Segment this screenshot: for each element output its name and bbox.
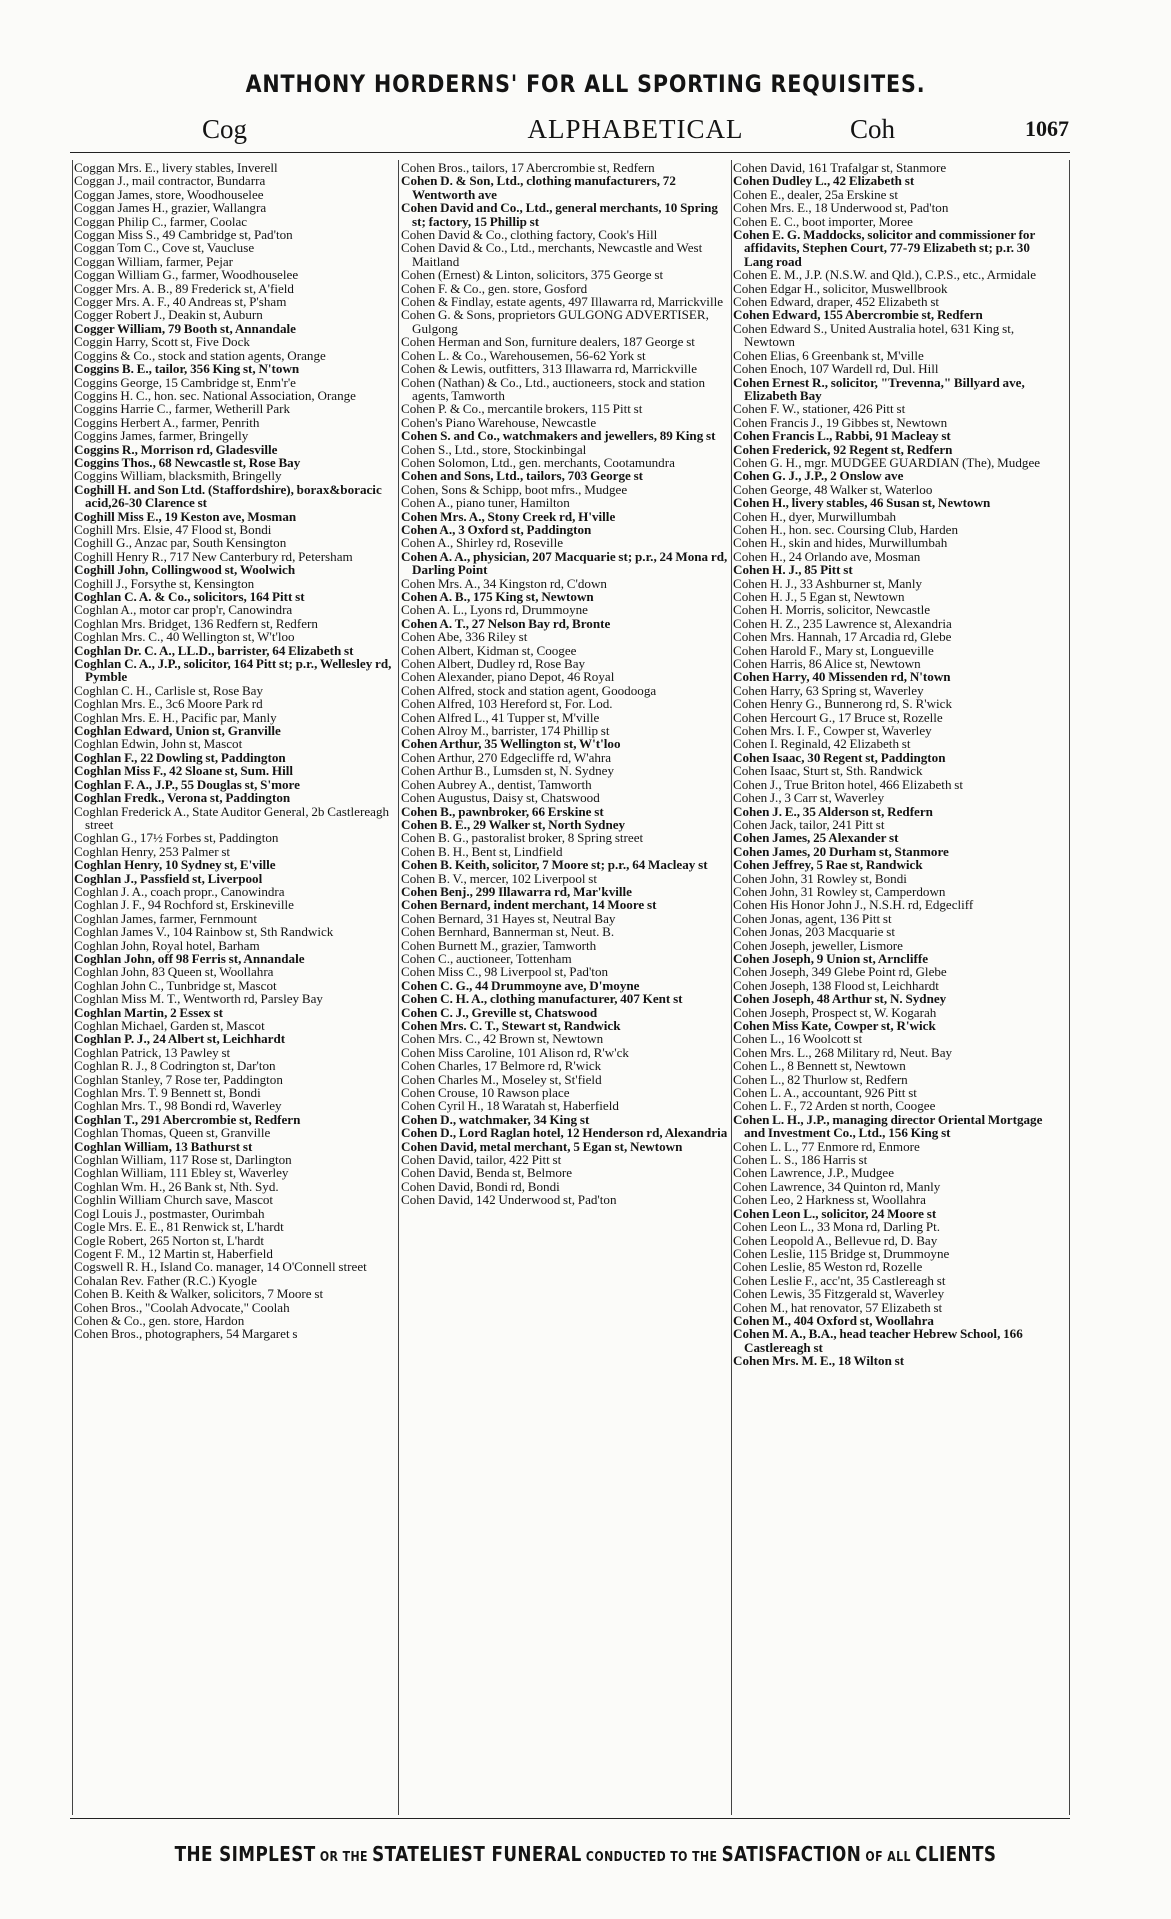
directory-entry: Coghlan F. A., J.P., 55 Douglas st, S'more xyxy=(74,776,300,792)
directory-entry: Cohen James, 25 Alexander st xyxy=(733,830,899,846)
directory-entry: Cohen C. H. A., clothing manufacturer, 407 Kent st xyxy=(401,991,683,1007)
directory-entry: Cohen A. T., 27 Nelson Bay rd, Bronte xyxy=(401,615,611,631)
directory-entry: Cohen Edward, 155 Abercrombie st, Redfern xyxy=(733,307,983,323)
directory-entry: Cohen Elias, 6 Greenbank st, M'ville xyxy=(733,347,924,363)
directory-entry: Coghill Miss E., 19 Keston ave, Mosman xyxy=(74,508,297,524)
directory-entry: Cohen Alroy M., barrister, 174 Phillip st xyxy=(401,723,610,739)
directory-column-3 xyxy=(733,161,1058,1816)
directory-entry: Cohen Arthur, 270 Edgecliffe rd, W'ahra xyxy=(401,749,612,765)
directory-entry: Coghlan Mrs. T., 98 Bondi rd, Waverley xyxy=(74,1098,282,1114)
directory-entry: Cohen B. Keith & Walker, solicitors, 7 Moore st xyxy=(74,1286,324,1302)
directory-entry: Coghlan C. H., Carlisle st, Rose Bay xyxy=(74,682,264,698)
header-range-start: Cog xyxy=(202,114,248,144)
directory-entry: Cogger William, 79 Booth st, Annandale xyxy=(74,320,296,336)
directory-entry: Coghlan Mrs. E. H., Pacific par, Manly xyxy=(74,709,277,725)
directory-entry: Cohen Joseph, 138 Flood st, Leichhardt xyxy=(733,977,939,993)
directory-entry: Coghlan Fredk., Verona st, Paddington xyxy=(74,790,291,806)
directory-entry: Coghlan Miss M. T., Wentworth rd, Parsley Bay xyxy=(74,991,323,1007)
directory-entry: Cohen L., 16 Woolcott st xyxy=(733,1031,863,1047)
page-header xyxy=(202,114,1069,148)
header-range-end: Coh xyxy=(850,114,896,144)
column-divider-2 xyxy=(731,160,732,1815)
directory-entry: Cohen David, metal merchant, 5 Egan st, Newtown xyxy=(401,1138,683,1154)
directory-entry: Cohen M., hat renovator, 57 Elizabeth st xyxy=(733,1299,943,1315)
directory-entry: Cohen E., dealer, 25a Erskine st xyxy=(733,186,898,202)
directory-entry: Coghill G., Anzac par, South Kensington xyxy=(74,535,287,551)
directory-entry: Cogger Mrs. A. F., 40 Andreas st, P'sham xyxy=(74,294,287,310)
directory-entry: Cohen D., watchmaker, 34 King st xyxy=(401,1111,590,1127)
directory-entry: Cohen & Co., gen. store, Hardon xyxy=(74,1312,245,1328)
directory-entry: Cohen B. Keith, solicitor, 7 Moore st; p.r., 64 Macleay st xyxy=(401,857,708,873)
directory-entry: Cohen Mrs. Hannah, 17 Arcadia rd, Glebe xyxy=(733,629,952,645)
directory-entry: Coghlan Frederick A., State Auditor General, 2b Castlereagh street xyxy=(74,803,390,832)
directory-entry: Cohen Leon L., 33 Mona rd, Darling Pt. xyxy=(733,1219,941,1235)
directory-entry: Cohen Joseph, jeweller, Lismore xyxy=(733,937,903,953)
directory-entry: Coggan Mrs. E., livery stables, Inverell xyxy=(74,161,278,175)
directory-entry: Cohen David and Co., Ltd., general merchants, 10 Spring st; factory, 15 Phillip st xyxy=(401,200,718,229)
directory-entry: Cohen Edward, draper, 452 Elizabeth st xyxy=(733,294,940,310)
directory-entry: Cohen Edward S., United Australia hotel, 631 King st, Newtown xyxy=(733,320,1015,350)
directory-entry: Cohen Crouse, 10 Rawson place xyxy=(401,1085,570,1101)
directory-entry: Cohen S. and Co., watchmakers and jewellers, 89 King st xyxy=(401,428,716,444)
directory-entry: Cohen Harry, 63 Spring st, Waverley xyxy=(733,682,924,698)
directory-entry: Coggins & Co., stock and station agents, Orange xyxy=(74,347,326,363)
directory-entry: Coghlan Mrs. T. 9 Bennett st, Bondi xyxy=(74,1085,261,1101)
directory-entry: Coggan James, store, Woodhouselee xyxy=(74,186,264,202)
directory-entry: Cohen H. Morris, solicitor, Newcastle xyxy=(733,602,931,618)
directory-entry: Coghlan F., 22 Dowling st, Paddington xyxy=(74,749,286,765)
directory-entry: Cohen (Nathan) & Co., Ltd., auctioneers, stock and station agents, Tamworth xyxy=(401,374,705,403)
directory-entry: Cohen A. A., physician, 207 Macquarie st; p.r., 24 Mona rd, Darling Point xyxy=(401,548,728,578)
directory-entry: Cohen A., 3 Oxford st, Paddington xyxy=(401,521,592,537)
directory-entry: Cogent F. M., 12 Martin st, Haberfield xyxy=(74,1245,273,1261)
directory-entry: Cohen H. J., 33 Ashburner st, Manly xyxy=(733,575,923,591)
directory-column-2 xyxy=(401,161,730,1816)
directory-entry: Cogger Robert J., Deakin st, Auburn xyxy=(74,307,263,323)
directory-entry: Coghlan Mrs. C., 40 Wellington st, W't'loo xyxy=(74,629,295,645)
directory-entry: Cohen Leslie, 85 Weston rd, Rozelle xyxy=(733,1259,923,1275)
directory-entry: Cohen David, tailor, 422 Pitt st xyxy=(401,1152,562,1168)
directory-entry: Cohen's Piano Warehouse, Newcastle xyxy=(401,414,597,430)
directory-entry: Cohen H. J., 5 Egan st, Newtown xyxy=(733,589,905,604)
directory-entry: Cohen Harry, 40 Missenden rd, N'town xyxy=(733,669,951,685)
directory-entry: Coghill J., Forsythe st, Kensington xyxy=(74,575,255,591)
directory-entry: Cohen L., 8 Bennett st, Newtown xyxy=(733,1058,906,1074)
directory-entry: Cohen B., pawnbroker, 66 Erskine st xyxy=(401,803,604,819)
directory-entry: Coghlan J. A., coach propr., Canowindra xyxy=(74,883,285,899)
directory-entry: Coghlan Henry, 253 Palmer st xyxy=(74,843,231,859)
directory-entry: Cohen Hercourt G., 17 Bruce st, Rozelle xyxy=(733,709,943,725)
header-title: ALPHABETICAL xyxy=(527,114,744,144)
directory-entry: Cohen James, 20 Durham st, Stanmore xyxy=(733,843,949,859)
banner-text-segment: SIMPLEST xyxy=(219,1842,316,1866)
directory-entry: Cogswell R. H., Island Co. manager, 14 O'Connell street xyxy=(74,1259,367,1275)
header-rule xyxy=(70,152,1070,153)
directory-entry: Cohen Miss C., 98 Liverpool st, Pad'ton xyxy=(401,964,609,980)
directory-entry: Coggins Harrie C., farmer, Wetherill Park xyxy=(74,401,291,417)
directory-entry: Cohen David, Bondi rd, Bondi xyxy=(401,1178,560,1194)
directory-entry: Cohen Lewis, 35 Fitzgerald st, Waverley xyxy=(733,1286,945,1302)
directory-entry: Cohen Herman and Son, furniture dealers, 187 George st xyxy=(401,334,695,350)
directory-entry: Cohen Bros., tailors, 17 Abercrombie st, Redfern xyxy=(401,161,655,175)
directory-entry: Coghill John, Collingwood st, Woolwich xyxy=(74,562,296,578)
banner-text-segment: CONDUCTED TO THE xyxy=(581,1850,722,1865)
directory-entry: Coghlan J. F., 94 Rochford st, Erskineville xyxy=(74,897,294,913)
directory-entry: Cohen Alexander, piano Depot, 46 Royal xyxy=(401,669,615,685)
directory-entry: Coggan James H., grazier, Wallangra xyxy=(74,200,267,216)
directory-entry: Cohen Alfred, stock and station agent, Goodooga xyxy=(401,682,657,698)
directory-entry: Cohen B. V., mercer, 102 Liverpool st xyxy=(401,870,598,886)
directory-entry: Cohen Jonas, 203 Macquarie st xyxy=(733,924,896,940)
directory-entry: Cohen M. A., B.A., head teacher Hebrew School, 166 Castlereagh st xyxy=(733,1326,1023,1355)
directory-entry: Coghlan Dr. C. A., LL.D., barrister, 64 Elizabeth st xyxy=(74,642,354,658)
directory-entry: Cohen Bros., "Coolah Advocate," Coolah xyxy=(74,1299,290,1315)
directory-entry: Coghlan Mrs. E., 3c6 Moore Park rd xyxy=(74,696,263,712)
directory-entry: Coggan J., mail contractor, Bundarra xyxy=(74,173,266,189)
banner-text-segment: OR THE xyxy=(315,1850,373,1865)
directory-entry: Coghlan John, off 98 Ferris st, Annandale xyxy=(74,950,305,966)
directory-entry: Coghlan G., 17½ Forbes st, Paddington xyxy=(74,830,279,846)
directory-entry: Coghlan Stanley, 7 Rose ter, Paddington xyxy=(74,1071,283,1087)
directory-entry: Cohen F. & Co., gen. store, Gosford xyxy=(401,280,588,296)
directory-entry: Coghlan Wm. H., 26 Bank st, Nth. Syd. xyxy=(74,1178,279,1194)
directory-entry: Cohen G. & Sons, proprietors GULGONG ADVERTISER, Gulgong xyxy=(401,307,709,336)
directory-entry: Cohen L. & Co., Warehousemen, 56-62 York st xyxy=(401,347,646,363)
directory-entry: Cohen and Sons, Ltd., tailors, 703 George st xyxy=(401,468,644,484)
directory-entry: Cohen G. H., mgr. MUDGEE GUARDIAN (The), Mudgee xyxy=(733,454,1041,470)
directory-entry: Cohen Albert, Dudley rd, Rose Bay xyxy=(401,656,586,672)
directory-entry: Cohen Alfred L., 41 Tupper st, M'ville xyxy=(401,709,600,725)
directory-entry: Cohen Lawrence, 34 Quinton rd, Manly xyxy=(733,1178,941,1194)
directory-entry: Cohen L. A., accountant, 926 Pitt st xyxy=(733,1085,917,1101)
directory-entry: Cohen Bernhard, Bannerman st, Neut. B. xyxy=(401,924,615,940)
directory-entry: Coggins B. E., tailor, 356 King st, N'town xyxy=(74,361,300,377)
directory-entry: Coghlan C. A. & Co., solicitors, 164 Pitt st xyxy=(74,589,305,604)
directory-entry: Cohen H., hon. sec. Coursing Club, Harden xyxy=(733,521,959,537)
directory-entry: Cohen J., 3 Carr st, Waverley xyxy=(733,790,885,806)
directory-entry: Cohen Miss Caroline, 101 Alison rd, R'w'ck xyxy=(401,1044,629,1060)
directory-entry: Cohen E. G. Maddocks, solicitor and commissioner for affidavits, Stephen Court, 77-79 Elizabeth st; p.r. 30 Lang road xyxy=(733,227,1036,269)
directory-entry: Coghlan John C., Tunbridge st, Mascot xyxy=(74,977,277,993)
directory-entry: Cohen Isaac, Sturt st, Sth. Randwick xyxy=(733,763,923,779)
directory-entry: Cogle Robert, 265 Norton st, L'hardt xyxy=(74,1232,265,1248)
directory-entry: Cohen A., piano tuner, Hamilton xyxy=(401,495,570,511)
directory-entry: Cohen H., 24 Orlando ave, Mosman xyxy=(733,548,921,564)
directory-entry: Cogger Mrs. A. B., 89 Frederick st, A'field xyxy=(74,280,294,296)
directory-entry: Cohen Mrs. I. F., Cowper st, Waverley xyxy=(733,723,932,739)
directory-entry: Coghlan J., Passfield st, Liverpool xyxy=(74,870,263,886)
directory-entry: Coghlan John, Royal hotel, Barham xyxy=(74,937,260,953)
directory-entry: Coggan Philip C., farmer, Coolac xyxy=(74,213,248,229)
directory-entry: Cohen Francis J., 19 Gibbes st, Newtown xyxy=(733,414,948,430)
directory-entry: Coghlan A., motor car prop'r, Canowindra xyxy=(74,602,293,618)
directory-entry: Cohen Joseph, Prospect st, W. Kogarah xyxy=(733,1004,937,1020)
directory-entry: Coggan Tom C., Cove st, Vaucluse xyxy=(74,240,255,256)
directory-entry: Coghlan John, 83 Queen st, Woollahra xyxy=(74,964,274,980)
directory-entry: Cohalan Rev. Father (R.C.) Kyogle xyxy=(74,1272,257,1288)
directory-entry: Cohen Arthur B., Lumsden st, N. Sydney xyxy=(401,763,615,779)
directory-entry: Cohen E. C., boot importer, Moree xyxy=(733,213,913,229)
directory-entry: Coggins Thos., 68 Newcastle st, Rose Bay xyxy=(74,454,301,470)
directory-entry: Cohen H., livery stables, 46 Susan st, Newtown xyxy=(733,495,991,511)
directory-entry: Cohen D., Lord Raglan hotel, 12 Henderson rd, Alexandria xyxy=(401,1125,728,1141)
directory-entry: Coghlan Thomas, Queen st, Granville xyxy=(74,1125,271,1141)
directory-column-1 xyxy=(74,161,399,1816)
directory-entry: Cohen Mrs. A., Stony Creek rd, H'ville xyxy=(401,508,616,524)
directory-entry: Cohen Charles, 17 Belmore rd, R'wick xyxy=(401,1058,602,1074)
directory-entry: Cohen Cyril H., 18 Waratah st, Haberfield xyxy=(401,1098,619,1114)
directory-entry: Cohen H. Z., 235 Lawrence st, Alexandria xyxy=(733,615,952,631)
directory-entry: Cohen Miss Kate, Cowper st, R'wick xyxy=(733,1018,936,1033)
directory-entry: Cohen I. Reginald, 42 Elizabeth st xyxy=(733,736,911,752)
directory-entry: Cohen David & Co., Ltd., merchants, Newcastle and West Maitland xyxy=(401,240,703,269)
directory-entry: Cohen A. L., Lyons rd, Drummoyne xyxy=(401,602,588,618)
directory-entry: Cohen Arthur, 35 Wellington st, W't'loo xyxy=(401,736,621,752)
directory-entry: Cohen Bros., photographers, 54 Margaret s xyxy=(74,1326,298,1342)
directory-entry: Cohen George, 48 Walker st, Waterloo xyxy=(733,481,933,497)
directory-entry: Coghlan Michael, Garden st, Mascot xyxy=(74,1018,265,1033)
directory-entry: Coghlan William, 111 Ebley st, Waverley xyxy=(74,1165,289,1181)
directory-entry: Cohen Alfred, 103 Hereford st, For. Lod. xyxy=(401,696,613,712)
advertisement-banner-bottom xyxy=(94,1842,1078,1866)
directory-entry: Cohen John, 31 Rowley st, Bondi xyxy=(733,870,907,886)
directory-entry: Cohen Jeffrey, 5 Rae st, Randwick xyxy=(733,857,923,873)
directory-entry: Cohen H., skin and hides, Murwillumbah xyxy=(733,535,948,551)
directory-entry: Coggan William, farmer, Pejar xyxy=(74,253,234,269)
directory-entry: Cohen C. J., Greville st, Chatswood xyxy=(401,1004,598,1020)
directory-entry: Cohen Mrs. A., 34 Kingston rd, C'down xyxy=(401,575,607,591)
directory-entry: Cohen Abe, 336 Riley st xyxy=(401,629,528,645)
directory-entry: Cohen D. & Son, Ltd., clothing manufacturers, 72 Wentworth ave xyxy=(401,173,676,202)
directory-entry: Cohen L. S., 186 Harris st xyxy=(733,1152,868,1168)
directory-entry: Coggins William, blacksmith, Bringelly xyxy=(74,468,282,484)
directory-entry: Cohen S., Ltd., store, Stockinbingal xyxy=(401,441,587,457)
directory-entry: Cohen E. M., J.P. (N.S.W. and Qld.), C.P.S., etc., Armidale xyxy=(733,267,1037,283)
directory-entry: Cohen G. J., J.P., 2 Onslow ave xyxy=(733,468,904,484)
page-number: 1067 xyxy=(1025,116,1069,141)
directory-entry: Cohen Mrs. C. T., Stewart st, Randwick xyxy=(401,1018,621,1033)
directory-entry: Coggins Herbert A., farmer, Penrith xyxy=(74,414,260,430)
directory-entry: Cohen F. W., stationer, 426 Pitt st xyxy=(733,401,906,417)
directory-entry: Coghlan P. J., 24 Albert st, Leichhardt xyxy=(74,1031,286,1047)
banner-text-segment: CLIENTS xyxy=(915,1842,997,1866)
directory-entry: Cohen John, 31 Rowley st, Camperdown xyxy=(733,883,946,899)
directory-entry: Coghlan William, 13 Bathurst st xyxy=(74,1138,253,1154)
directory-entry: Cohen L. L., 77 Enmore rd, Enmore xyxy=(733,1138,920,1154)
directory-entry: Cohen Ernest R., solicitor, "Trevenna," Billyard ave, Elizabeth Bay xyxy=(733,374,1025,403)
directory-entry: Cohen Edgar H., solicitor, Muswellbrook xyxy=(733,280,948,296)
directory-entry: Coggan Miss S., 49 Cambridge st, Pad'ton xyxy=(74,227,293,243)
directory-entry: Cohen L., 82 Thurlow st, Redfern xyxy=(733,1071,908,1087)
directory-entry: Coghlan Edwin, John st, Mascot xyxy=(74,736,243,752)
directory-entry: Cohen Albert, Kidman st, Coogee xyxy=(401,642,577,658)
directory-entry: Cogle Mrs. E. E., 81 Renwick st, L'hardt xyxy=(74,1219,284,1235)
directory-entry: Cohen Dudley L., 42 Elizabeth st xyxy=(733,173,915,189)
directory-entry: Cohen B. H., Bent st, Lindfield xyxy=(401,843,563,859)
banner-text-segment: OF ALL xyxy=(861,1850,916,1865)
directory-entry: Coghlan William, 117 Rose st, Darlington xyxy=(74,1152,292,1168)
directory-entry: Cohen (Ernest) & Linton, solicitors, 375 George st xyxy=(401,267,664,283)
directory-entry: Coghill Henry R., 717 New Canterbury rd, Petersham xyxy=(74,548,353,564)
directory-entry: Cohen, Sons & Schipp, boot mfrs., Mudgee xyxy=(401,481,628,497)
advertisement-banner-top: ANTHONY HORDERNS' FOR ALL SPORTING REQUISITES. xyxy=(245,70,926,98)
directory-entry: Cohen Bernard, indent merchant, 14 Moore st xyxy=(401,897,657,913)
directory-entry: Cohen C., auctioneer, Tottenham xyxy=(401,950,572,966)
directory-entry: Cohen & Lewis, outfitters, 313 Illawarra rd, Marrickville xyxy=(401,361,698,377)
directory-entry: Cohen Harris, 86 Alice st, Newtown xyxy=(733,656,921,672)
directory-entry: Cohen H., dyer, Murwillumbah xyxy=(733,508,897,524)
directory-entry: Cogl Louis J., postmaster, Ourimbah xyxy=(74,1205,265,1221)
directory-entry: Cohen Frederick, 92 Regent st, Redfern xyxy=(733,441,953,457)
directory-entry: Cohen Henry G., Bunnerong rd, S. R'wick xyxy=(733,696,953,712)
directory-entry: Coghlin William Church save, Mascot xyxy=(74,1192,274,1208)
directory-entry: Cohen Enoch, 107 Wardell rd, Dul. Hill xyxy=(733,361,939,377)
directory-entry: Cohen H. J., 85 Pitt st xyxy=(733,562,853,578)
directory-entry: Coggan William G., farmer, Woodhouselee xyxy=(74,267,299,283)
directory-entry: Cohen David, 142 Underwood st, Pad'ton xyxy=(401,1192,617,1208)
directory-entry: Cohen Leslie, 115 Bridge st, Drummoyne xyxy=(733,1245,950,1261)
directory-entry: Coghill H. and Son Ltd. (Staffordshire), borax&boracic acid,26-30 Clarence st xyxy=(74,481,382,511)
directory-entry: Cohen Solomon, Ltd., gen. merchants, Cootamundra xyxy=(401,454,675,470)
directory-entry: Cohen P. & Co., mercantile brokers, 115 Pitt st xyxy=(401,401,643,417)
column-border-left xyxy=(72,160,73,1815)
directory-entry: Cohen L. F., 72 Arden st north, Coogee xyxy=(733,1098,936,1114)
directory-entry: Coghlan Patrick, 13 Pawley st xyxy=(74,1044,231,1060)
directory-entry: Cohen Aubrey A., dentist, Tamworth xyxy=(401,776,592,792)
directory-entry: Cohen Jonas, agent, 136 Pitt st xyxy=(733,910,892,926)
directory-entry: Coghlan Mrs. Bridget, 136 Redfern st, Redfern xyxy=(74,615,318,631)
directory-entry: Cohen His Honor John J., N.S.H. rd, Edgecliff xyxy=(733,897,974,913)
directory-entry: Cohen Jack, tailor, 241 Pitt st xyxy=(733,816,885,832)
directory-entry: Coghlan Martin, 2 Essex st xyxy=(74,1004,223,1020)
directory-entry: Cohen Mrs. M. E., 18 Wilton st xyxy=(733,1353,905,1369)
directory-entry: Cohen Lawrence, J.P., Mudgee xyxy=(733,1165,895,1181)
directory-entry: Cohen C. G., 44 Drummoyne ave, D'moyne xyxy=(401,977,640,993)
directory-entry: Cohen Burnett M., grazier, Tamworth xyxy=(401,937,597,953)
directory-entry: Cohen Harold F., Mary st, Longueville xyxy=(733,642,934,658)
directory-entry: Cohen A. B., 175 King st, Newtown xyxy=(401,589,594,604)
footer-rule xyxy=(70,1818,1070,1819)
directory-entry: Cohen Bernard, 31 Hayes st, Neutral Bay xyxy=(401,910,616,926)
directory-entry: Cohen Joseph, 349 Glebe Point rd, Glebe xyxy=(733,964,947,980)
banner-text-segment: THE xyxy=(174,1842,220,1866)
directory-entry: Cohen A., Shirley rd, Roseville xyxy=(401,535,564,551)
directory-entry: Cohen J., True Briton hotel, 466 Elizabeth st xyxy=(733,776,963,792)
directory-entry: Coggins George, 15 Cambridge st, Enm'r'e xyxy=(74,374,296,390)
directory-entry: Cohen Mrs. C., 42 Brown st, Newtown xyxy=(401,1031,604,1047)
directory-entry: Cohen M., 404 Oxford st, Woollahra xyxy=(733,1312,934,1328)
directory-entry: Cohen J. E., 35 Alderson st, Redfern xyxy=(733,803,933,819)
directory-entry: Coghlan Edward, Union st, Granville xyxy=(74,723,281,739)
directory-entry: Coghlan James, farmer, Fernmount xyxy=(74,910,258,926)
directory-entry: Cohen Joseph, 9 Union st, Arncliffe xyxy=(733,950,929,966)
directory-entry: Cohen David, Benda st, Belmore xyxy=(401,1165,573,1181)
directory-entry: Cohen Leo, 2 Harkness st, Woollahra xyxy=(733,1192,926,1208)
directory-entry: Coghlan T., 291 Abercrombie st, Redfern xyxy=(74,1111,301,1127)
directory-entry: Cohen B. E., 29 Walker st, North Sydney xyxy=(401,816,626,832)
directory-entry: Coggins H. C., hon. sec. National Association, Orange xyxy=(74,387,356,403)
directory-entry: Cohen Leopold A., Bellevue rd, D. Bay xyxy=(733,1232,938,1248)
directory-entry: Cohen Charles M., Moseley st, St'field xyxy=(401,1071,602,1087)
directory-entry: Cohen L. H., J.P., managing director Oriental Mortgage and Investment Co., Ltd., 156 King st xyxy=(733,1111,1043,1141)
directory-entry: Cohen Joseph, 48 Arthur st, N. Sydney xyxy=(733,991,947,1007)
directory-entry: Cohen Leon L., solicitor, 24 Moore st xyxy=(733,1205,937,1221)
banner-text-segment: STATELIEST FUNERAL xyxy=(372,1842,582,1866)
directory-entry: Coghlan Henry, 10 Sydney st, E'ville xyxy=(74,857,276,873)
banner-text-segment: SATISFACTION xyxy=(721,1842,862,1866)
directory-entry: Cohen Benj., 299 Illawarra rd, Mar'kville xyxy=(401,883,632,899)
directory-entry: Coghlan C. A., J.P., solicitor, 164 Pitt st; p.r., Wellesley rd, Pymble xyxy=(74,656,392,685)
directory-entry: Coghlan R. J., 8 Codrington st, Dar'ton xyxy=(74,1058,276,1074)
directory-entry: Coghlan Miss F., 42 Sloane st, Sum. Hill xyxy=(74,763,294,779)
directory-entry: Coggins R., Morrison rd, Gladesville xyxy=(74,441,278,457)
directory-entry: Cohen B. G., pastoralist broker, 8 Spring street xyxy=(401,830,644,846)
directory-entry: Cohen Leslie F., acc'nt, 35 Castlereagh st xyxy=(733,1272,946,1288)
directory-entry: Cohen David & Co., clothing factory, Cook's Hill xyxy=(401,227,658,243)
directory-entry: Cohen Francis L., Rabbi, 91 Macleay st xyxy=(733,428,951,444)
directory-entry: Cohen & Findlay, estate agents, 497 Illawarra rd, Marrickville xyxy=(401,294,724,310)
column-border-right xyxy=(1069,160,1070,1815)
directory-entry: Cohen Mrs. L., 268 Military rd, Neut. Bay xyxy=(733,1044,953,1060)
directory-entry: Coggins James, farmer, Bringelly xyxy=(74,428,249,444)
directory-entry: Coggin Harry, Scott st, Five Dock xyxy=(74,334,250,350)
directory-entry: Coghlan James V., 104 Rainbow st, Sth Randwick xyxy=(74,924,334,940)
directory-entry: Coghill Mrs. Elsie, 47 Flood st, Bondi xyxy=(74,521,272,537)
directory-entry: Cohen Isaac, 30 Regent st, Paddington xyxy=(733,749,946,765)
directory-entry: Cohen David, 161 Trafalgar st, Stanmore xyxy=(733,161,947,175)
directory-entry: Cohen Mrs. E., 18 Underwood st, Pad'ton xyxy=(733,200,949,216)
directory-entry: Cohen Augustus, Daisy st, Chatswood xyxy=(401,790,600,806)
